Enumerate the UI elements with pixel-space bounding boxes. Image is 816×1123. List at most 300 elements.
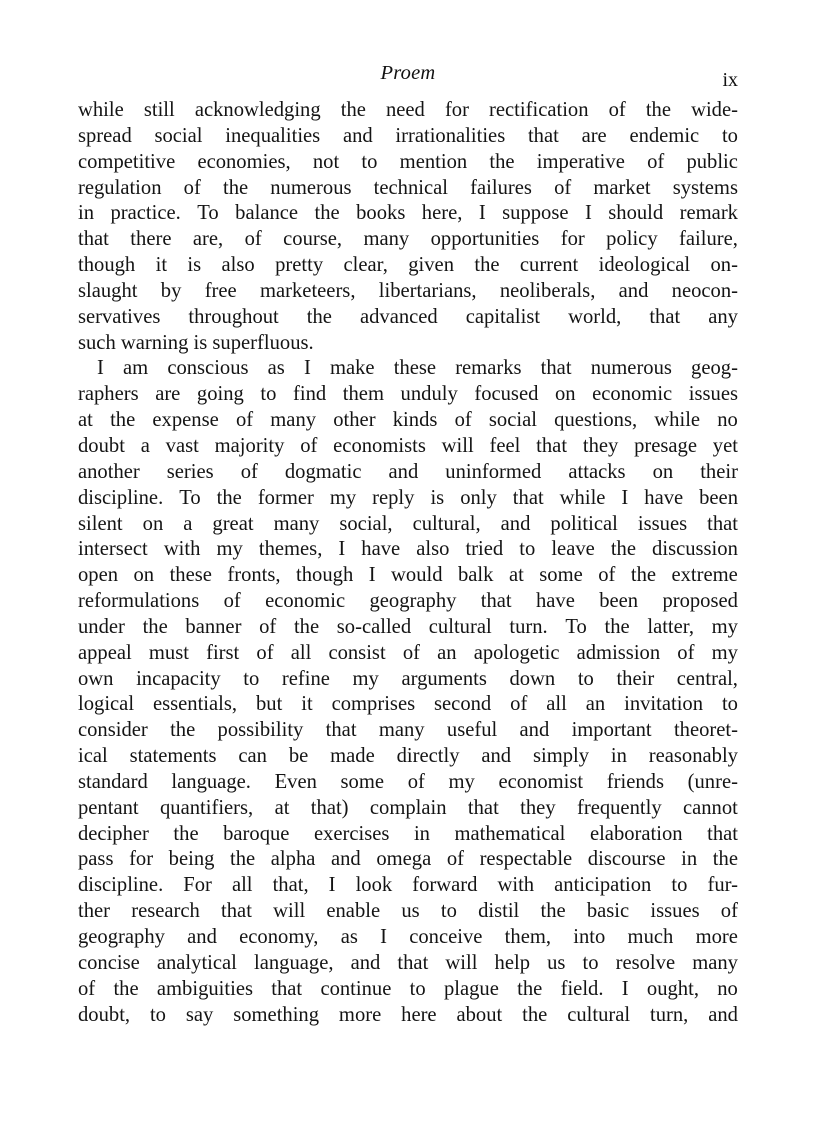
running-head	[78, 62, 738, 92]
word: of	[608, 99, 626, 121]
word: the	[474, 254, 500, 277]
text-line	[78, 563, 738, 589]
word: vast	[165, 434, 199, 457]
word: and	[519, 719, 550, 742]
word: will	[273, 900, 306, 923]
word: for	[129, 848, 154, 871]
word: cultural,	[412, 512, 481, 535]
word: that	[221, 900, 252, 923]
word: many	[692, 951, 738, 974]
text-line	[78, 150, 738, 176]
word: cannot	[682, 796, 738, 819]
word: distil	[478, 900, 520, 923]
word: ther	[78, 900, 111, 923]
word: I	[478, 202, 486, 225]
word: by	[160, 279, 182, 302]
text-line	[78, 201, 738, 227]
word: slaught	[78, 279, 138, 302]
word: advanced	[359, 305, 438, 328]
word: important	[571, 719, 652, 742]
word: the	[522, 1003, 548, 1026]
word: and	[500, 512, 531, 535]
word: have	[644, 486, 684, 509]
word: unduly	[400, 383, 458, 406]
word: of	[300, 434, 318, 457]
word: look	[355, 874, 393, 897]
word: and	[350, 951, 381, 974]
word: acknowledging	[194, 99, 321, 121]
word: questions,	[554, 409, 638, 432]
word: current	[519, 254, 579, 277]
text-line	[78, 305, 738, 331]
word: issues	[637, 512, 688, 535]
word: free	[204, 279, 237, 302]
word: feel	[489, 434, 521, 457]
word: they	[520, 796, 556, 819]
word: spread	[78, 124, 132, 147]
word: ambiguities	[156, 977, 253, 1000]
word: exercises	[313, 822, 390, 845]
word: standard	[78, 770, 148, 793]
word: themes,	[258, 538, 323, 561]
word: some	[340, 770, 385, 793]
word: also	[221, 254, 255, 277]
text-line	[78, 382, 738, 408]
word: a	[140, 434, 150, 457]
word: issues	[688, 383, 738, 406]
word: baroque	[223, 822, 290, 845]
word: issues	[650, 900, 700, 923]
word: of	[454, 409, 472, 432]
word: here	[401, 1003, 437, 1026]
word: kinds	[392, 409, 438, 432]
word: other	[333, 409, 376, 432]
word: doubt,	[78, 1003, 131, 1026]
word: many	[273, 512, 320, 535]
word: for	[560, 228, 585, 251]
word: continue	[320, 977, 392, 1000]
word: been	[599, 590, 639, 613]
word: to	[260, 383, 277, 406]
word: possibility	[217, 719, 304, 742]
word: tried	[465, 538, 504, 561]
word: that	[325, 719, 357, 742]
word: decipher	[78, 822, 149, 845]
word: only	[460, 486, 497, 509]
word: that	[397, 951, 429, 974]
word: and	[618, 279, 649, 302]
word: incapacity	[136, 667, 221, 690]
word: should	[608, 202, 664, 225]
word: comprises	[331, 693, 416, 716]
text-line	[78, 615, 738, 641]
word: statements	[129, 745, 217, 768]
word: of	[598, 564, 616, 587]
word: I	[621, 977, 629, 1000]
word: capitalist	[465, 305, 541, 328]
word: proposed	[662, 590, 738, 613]
word: opportunities	[430, 228, 540, 251]
word: being	[168, 848, 215, 871]
word: libertarians,	[378, 279, 477, 302]
word: clear,	[343, 254, 388, 277]
word: plague	[443, 977, 499, 1000]
word: under	[78, 615, 125, 638]
word: that	[512, 486, 544, 509]
word: the	[489, 150, 515, 173]
word: their	[616, 667, 655, 690]
word: throughout	[188, 305, 279, 328]
text-line	[78, 331, 738, 357]
word: that	[649, 305, 681, 328]
word: an	[585, 693, 606, 716]
word: imperative	[536, 150, 625, 173]
word: of	[244, 228, 262, 251]
word: quantifiers,	[159, 796, 254, 819]
text-line	[78, 512, 738, 538]
word: is	[187, 254, 202, 277]
word: language,	[254, 951, 334, 974]
text-line	[78, 253, 738, 279]
word: world,	[568, 305, 622, 328]
text-line	[78, 124, 738, 150]
word: forward	[412, 874, 478, 897]
word: simply	[532, 745, 590, 768]
word: pass	[78, 848, 114, 871]
word: find	[293, 383, 327, 406]
running-head-title: Proem	[380, 62, 436, 84]
word: there	[130, 228, 172, 251]
word: second	[434, 693, 492, 716]
word: them,	[504, 926, 551, 948]
word: numerous	[270, 176, 352, 199]
word: raphers	[78, 383, 139, 406]
word: concise	[78, 951, 140, 974]
word: on	[554, 383, 576, 406]
word: balance	[235, 202, 299, 225]
word: mention	[399, 150, 468, 173]
word: suppose	[502, 202, 569, 225]
word: marketeers,	[259, 279, 356, 302]
word: and	[388, 460, 419, 483]
word: turn.	[509, 615, 548, 638]
word: expense	[152, 409, 219, 432]
word: regulation	[78, 176, 162, 199]
word: I	[303, 357, 311, 380]
word: my	[711, 615, 738, 638]
word: technical	[373, 176, 448, 199]
word: in	[610, 745, 627, 768]
word: geog-	[691, 357, 738, 380]
word: cultural	[567, 1003, 631, 1026]
word: the	[216, 486, 242, 509]
word: though	[296, 564, 354, 587]
word: my	[711, 641, 738, 664]
word: the	[540, 900, 566, 923]
word: endemic	[629, 124, 700, 147]
word: all	[546, 693, 567, 716]
word: neocon-	[671, 279, 738, 302]
word: to	[519, 538, 536, 561]
text-line	[78, 796, 738, 822]
word: admission	[576, 641, 661, 664]
text-line	[78, 537, 738, 563]
word: market	[593, 176, 651, 199]
word: basic	[586, 900, 630, 923]
word: will	[445, 951, 478, 974]
word: turn,	[649, 1003, 689, 1026]
word: latter,	[647, 615, 694, 638]
word: I	[380, 926, 387, 948]
word: is	[430, 486, 445, 509]
word: need	[385, 99, 425, 121]
word: ideological	[598, 254, 691, 277]
word: of	[78, 977, 96, 1000]
text-line	[78, 486, 738, 512]
word: they	[582, 434, 619, 457]
word: fur-	[707, 874, 738, 897]
word: such warning is superfluous.	[78, 331, 314, 354]
word: resolve	[615, 951, 676, 974]
word: are	[155, 383, 181, 406]
word: apologetic	[473, 641, 560, 664]
word: I	[328, 874, 336, 897]
word: to	[671, 874, 688, 897]
word: to	[721, 124, 738, 147]
word: been	[699, 486, 738, 509]
word: it	[155, 254, 168, 277]
text-line	[78, 925, 738, 951]
word: (unre-	[687, 770, 738, 793]
text-line	[78, 176, 738, 202]
word: the	[306, 305, 332, 328]
word: the	[170, 719, 196, 742]
word: respectable	[479, 848, 573, 871]
text-line	[78, 873, 738, 899]
word: discipline.	[78, 486, 164, 509]
word: of	[647, 150, 665, 173]
word: that	[707, 512, 738, 535]
word: and	[187, 926, 217, 948]
word: attacks	[568, 460, 626, 483]
word: more	[695, 926, 738, 948]
word: my	[216, 538, 243, 561]
text-line	[78, 1003, 738, 1029]
word: can	[238, 745, 267, 768]
word: some	[539, 564, 583, 587]
word: banner	[185, 615, 242, 638]
word: will	[441, 434, 474, 457]
word: extreme	[671, 564, 738, 587]
word: of	[235, 409, 254, 432]
word: frequently	[576, 796, 662, 819]
word: intersect	[78, 538, 148, 561]
word: my	[329, 486, 357, 509]
word: political	[550, 512, 618, 535]
word: of	[554, 176, 572, 199]
word: at	[508, 564, 524, 587]
text-line	[78, 899, 738, 925]
word: going	[196, 383, 244, 406]
word: that	[540, 357, 572, 380]
word: majority	[214, 434, 285, 457]
word: much	[627, 926, 674, 948]
word: us	[547, 951, 566, 974]
word: geography	[78, 926, 165, 948]
word: the	[314, 202, 340, 225]
word: be	[288, 745, 309, 768]
word: inequalities	[225, 124, 321, 147]
word: so-called	[336, 615, 412, 638]
word: economies,	[197, 150, 291, 173]
text-line	[78, 744, 738, 770]
text-line	[78, 408, 738, 434]
word: economists	[333, 434, 426, 457]
word: on	[142, 512, 164, 535]
word: the	[610, 538, 636, 561]
word: on-	[710, 254, 738, 277]
word: consist	[328, 641, 386, 664]
word: To	[197, 202, 219, 225]
word: my	[352, 667, 379, 690]
word: to	[149, 1003, 166, 1026]
word: about	[456, 1003, 503, 1026]
word: policy	[606, 228, 658, 251]
word: the	[222, 176, 249, 199]
word: reformulations	[78, 590, 200, 613]
word: research	[131, 900, 200, 923]
word: have	[361, 538, 401, 561]
word: omega	[376, 848, 432, 871]
word: many	[363, 228, 410, 251]
word: appeal	[78, 641, 132, 664]
word: many	[378, 719, 425, 742]
word: to	[440, 900, 457, 923]
word: of	[677, 641, 695, 664]
word: field.	[560, 977, 604, 1000]
word: that	[707, 822, 738, 845]
word: leave	[551, 538, 595, 561]
word: that	[271, 977, 303, 1000]
word: focused	[474, 383, 539, 406]
word: to	[409, 977, 426, 1000]
word: not	[312, 150, 340, 173]
word: as	[267, 357, 285, 380]
word: that	[78, 228, 109, 251]
word: uninformed	[445, 460, 542, 483]
word: series	[166, 460, 214, 483]
word: and	[331, 848, 361, 871]
word: fronts,	[227, 564, 281, 587]
word: invitation	[624, 693, 704, 716]
text-line	[78, 279, 738, 305]
word: no	[717, 409, 738, 432]
word: the	[110, 409, 136, 432]
word: the	[113, 977, 139, 1000]
word: but	[255, 693, 283, 716]
word: and	[708, 1003, 738, 1026]
word: while	[654, 409, 701, 432]
text-line	[78, 770, 738, 796]
word: a	[183, 512, 193, 535]
word: on	[652, 460, 674, 483]
word: while	[559, 486, 606, 509]
word: economic	[592, 383, 673, 406]
word: of	[256, 641, 274, 664]
word: of	[446, 848, 464, 871]
word: are	[581, 124, 607, 147]
text-line	[78, 822, 738, 848]
word: reply	[372, 486, 415, 509]
word: rectification	[489, 99, 589, 121]
word: the	[517, 977, 543, 1000]
word: these	[393, 357, 437, 380]
word: language.	[171, 770, 251, 793]
word: cultural	[428, 615, 492, 638]
word: first	[206, 641, 240, 664]
word: something	[233, 1003, 320, 1026]
text-line	[78, 227, 738, 253]
word: logical	[78, 693, 135, 716]
word: consider	[78, 719, 148, 742]
word: all	[231, 874, 253, 897]
word: into	[573, 926, 606, 948]
word: elaboration	[589, 822, 683, 845]
word: though	[78, 254, 136, 277]
word: at	[274, 796, 290, 819]
word: their	[700, 460, 738, 483]
word: discussion	[652, 538, 738, 561]
word: the	[230, 848, 256, 871]
word: conscious	[167, 357, 249, 380]
word: that,	[272, 874, 309, 897]
text-line	[78, 718, 738, 744]
word: the	[630, 564, 657, 587]
word: central,	[676, 667, 738, 690]
page-number: ix	[722, 69, 738, 91]
body-text	[78, 98, 738, 1028]
word: useful	[446, 719, 498, 742]
word: of	[407, 770, 425, 793]
word: to	[361, 150, 378, 173]
word: the	[293, 615, 320, 638]
word: geography	[369, 590, 457, 613]
text-line	[78, 847, 738, 873]
word: any	[708, 305, 738, 328]
word: us	[401, 900, 420, 923]
word: I	[584, 202, 592, 225]
word: anticipation	[554, 874, 652, 897]
word: wide-	[691, 99, 738, 121]
word: former	[257, 486, 314, 509]
word: of	[259, 615, 277, 638]
word: failures	[470, 176, 532, 199]
word: social	[154, 124, 203, 147]
word: them	[342, 383, 384, 406]
word: arguments	[401, 667, 487, 690]
word: public	[686, 150, 738, 173]
word: am	[123, 357, 149, 380]
word: doubt	[78, 434, 125, 457]
text-line	[78, 434, 738, 460]
word: make	[329, 357, 375, 380]
text-line	[78, 460, 738, 486]
word: I	[338, 538, 346, 561]
word: with	[497, 874, 535, 897]
word: discipline.	[78, 874, 164, 897]
word: friends	[606, 770, 664, 793]
word: To	[179, 486, 201, 509]
